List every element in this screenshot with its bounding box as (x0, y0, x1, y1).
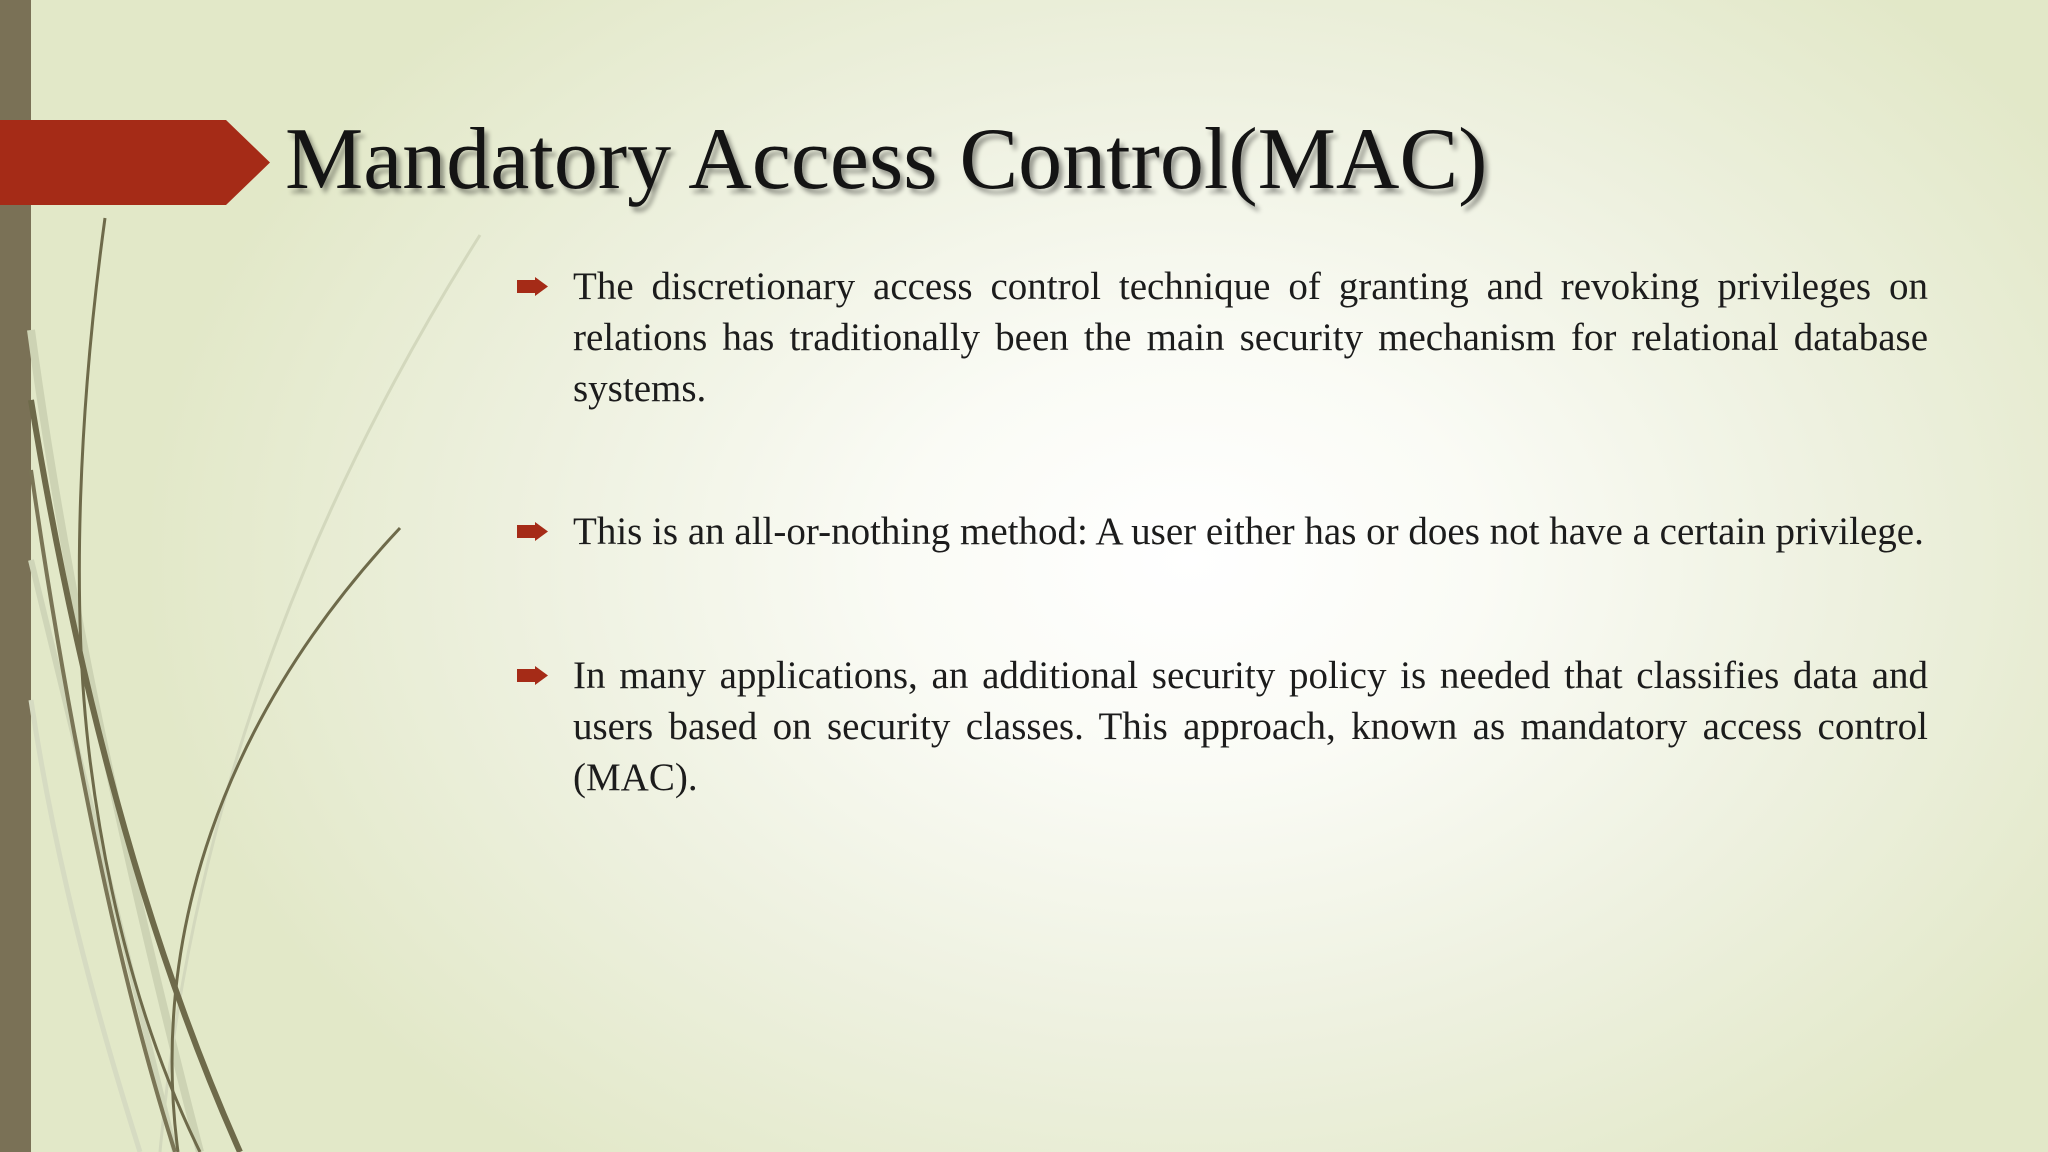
leaf-line-light-4 (31, 700, 140, 1152)
leaf-line-light-3 (31, 560, 175, 1152)
bullet-text: In many applications, an additional security policy is needed that classifies data and users based on security classes. This approach, known as mandatory access control (MAC). (573, 654, 1928, 799)
bullet-text: This is an all-or-nothing method: A user either has or does not have a certain privilege. (573, 510, 1924, 553)
arrow-right-icon (517, 522, 548, 541)
arrow-right-icon (517, 666, 548, 685)
title-accent-arrow (0, 120, 270, 205)
bullet-item (517, 261, 1928, 414)
bullet-item (517, 650, 1928, 803)
leaf-line-dark-3 (172, 528, 400, 1152)
slide-title: Mandatory Access Control(MAC) (285, 111, 1488, 208)
arrow-right-icon (517, 277, 548, 296)
bullet-list (517, 261, 1928, 896)
leaf-line-light-2 (160, 235, 480, 1152)
bullet-text: The discretionary access control technique of granting and revoking privileges on relations has traditionally been the main security mechanism for relational database systems. (573, 265, 1928, 410)
bullet-item (517, 506, 1928, 557)
